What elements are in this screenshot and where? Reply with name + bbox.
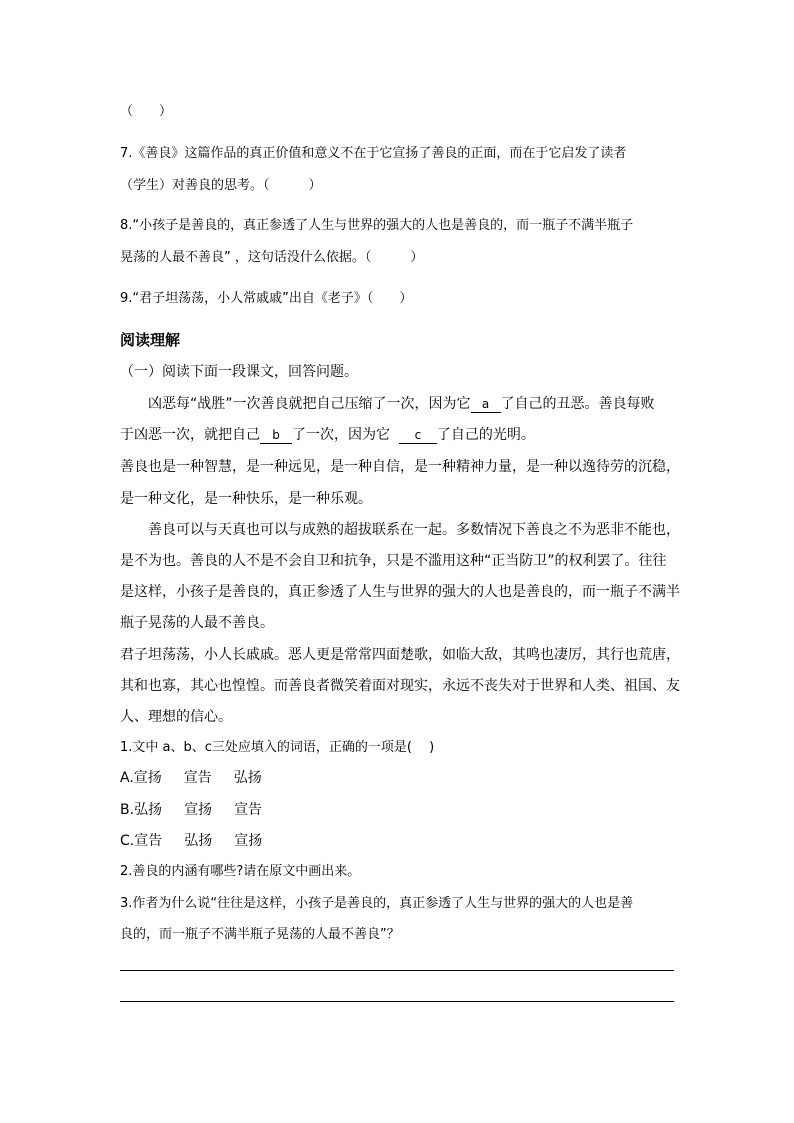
q7-line2: （学生）对善良的思考。（ ）: [120, 178, 322, 193]
section-heading: 阅读理解: [120, 331, 181, 349]
question-1: 1.文中 a、b、c三处应填入的词语，正确的一项是( ): [120, 740, 435, 755]
option-word: 宣告: [234, 802, 263, 818]
option-word: 宣扬: [184, 802, 213, 818]
option-b: [120, 800, 262, 820]
option-word: 宣告: [134, 833, 163, 849]
q9-line: 9.“君子坦荡荡，小人常戚戚”出自《老子》（ ）: [120, 291, 413, 306]
passage-text: 于凶恶一次，就把自己: [120, 427, 260, 443]
q6-answer-bracket: （ ）: [120, 104, 173, 119]
option-label: B.: [120, 802, 135, 818]
passage-p3-line3: 是这样，小孩子是善良的，真正参透了人生与世界的强大的人也是善良的，而一瓶子不满半: [120, 584, 680, 600]
option-word: 弘扬: [184, 833, 213, 849]
answer-line[interactable]: [120, 970, 674, 971]
question-3-line1: 3.作者为什么说“往往是这样，小孩子是善良的，真正参透了人生与世界的强大的人也是善: [120, 896, 634, 911]
passage-p4-line1: 君子坦荡荡，小人长戚戚。恶人更是常常四面楚歌，如临大敌，其鸣也凄厉，其行也荒唐，: [120, 647, 680, 663]
passage-text: 凶恶每“战胜”一次善良就把自己压缩了一次，因为它: [148, 396, 471, 412]
passage-p4-line3: 人、理想的信心。: [120, 709, 232, 725]
passage-p2-line1: 善良也是一种智慧，是一种远见，是一种自信，是一种精神力量，是一种以逸待劳的沉稳，: [120, 459, 680, 475]
q7-line1: 7.《善良》这篇作品的真正价值和意义不在于它宣扬了善良的正面，而在于它启发了读者: [120, 146, 627, 161]
q8-line1: 8.“小孩子是善良的，真正参透了人生与世界的强大的人也是善良的，而一瓶子不满半瓶子: [120, 218, 634, 233]
option-a: [120, 768, 262, 788]
answer-line[interactable]: [120, 1001, 674, 1002]
passage-text: 了自己的丑恶。善良每败: [500, 396, 655, 412]
q8-line2: 晃荡的人最不善良” ，这句话没什么依据。（ ）: [120, 250, 424, 265]
option-c: [120, 831, 262, 851]
passage-p3-line2: 是不为也。善良的人不是不会自卫和抗争，只是不滥用这种“正当防卫”的权利罢了。往往: [120, 553, 667, 569]
option-word: 宣告: [183, 770, 212, 786]
blank-b: b: [260, 427, 292, 444]
question-2: 2.善良的内涵有哪些?请在原文中画出来。: [120, 864, 361, 879]
passage-p1-line2: [120, 425, 535, 445]
blank-a: a: [471, 396, 501, 413]
reading-intro: （一）阅读下面一段课文，回答问题。: [120, 364, 358, 380]
option-label: A.: [120, 770, 134, 786]
option-word: 弘扬: [233, 770, 262, 786]
blank-c: c: [399, 427, 437, 444]
option-word: 宣扬: [234, 833, 263, 849]
passage-p1-line1: [148, 394, 655, 414]
passage-p4-line2: 其和也寡，其心也惶惶。而善良者微笑着面对现实，永远不丧失对于世界和人类、祖国、友: [120, 678, 680, 694]
passage-text: 了自己的光明。: [436, 427, 535, 443]
option-label: C.: [120, 833, 135, 849]
passage-p3-line1: 善良可以与天真也可以与成熟的超拔联系在一起。多数情况下善良之不为恶非不能也，: [148, 522, 680, 538]
question-3-line2: 良的，而一瓶子不满半瓶子晃荡的人最不善良”？: [120, 927, 400, 942]
passage-p3-line4: 瓶子晃荡的人最不善良。: [120, 615, 274, 631]
option-word: 弘扬: [134, 802, 163, 818]
passage-p2-line2: 是一种文化，是一种快乐，是一种乐观。: [120, 491, 372, 507]
option-word: 宣扬: [133, 770, 162, 786]
passage-text: 了一次，因为它: [292, 427, 390, 443]
